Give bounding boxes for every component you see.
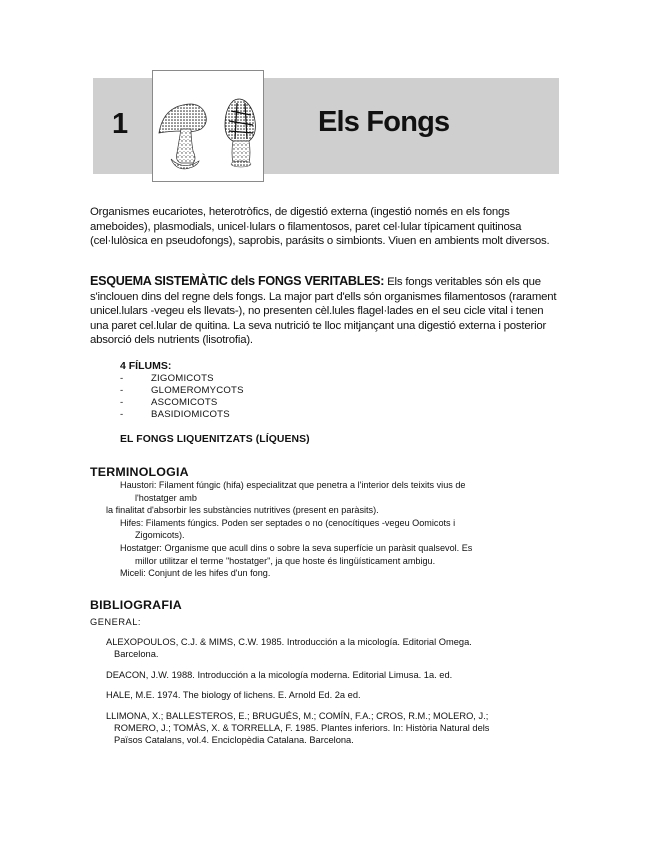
term-line: Haustori: Filament fúngic (hifa) especialitzat que penetra a l'interior dels teixits vius de: [120, 480, 466, 490]
reference-item: [106, 710, 556, 747]
reference-item: [106, 636, 556, 661]
list-dash: -: [120, 397, 124, 408]
intro-paragraph: Organismes eucariotes, heterotròfics, de digestió externa (ingestió només en els fongs ameboides), plasmodials, unicel·lulars o filamentosos, paret cel·lular típicament quitinosa (cel·lulòsica en pseudofongs), saprobis, parásits o simbionts. Viuen en ambients molt diversos.: [90, 206, 550, 248]
terminology-list: [106, 479, 550, 580]
term-line: millor utilitzar el terme "hostatger", ja que hoste és lingüísticament ambigu.: [135, 555, 436, 566]
term-line: Zigomicots).: [135, 530, 185, 541]
filums-list: [120, 373, 244, 421]
term-line: la finalitat d'absorbir les substàncies nutritives (present en paràsits).: [106, 505, 379, 516]
list-dash: -: [120, 409, 124, 420]
term-line: l'hostatger amb: [135, 492, 197, 503]
filum-name: ZIGOMICOTS: [151, 373, 214, 384]
filums-heading: 4 FÍLUMS:: [120, 360, 172, 372]
term-haustori-continuation: [106, 504, 550, 517]
list-item: [120, 409, 244, 421]
terminologia-heading: TERMINOLOGIA: [90, 465, 189, 479]
term-hifes: [120, 517, 550, 542]
list-item: [120, 385, 244, 397]
reference-item: [106, 669, 556, 681]
filum-name: BASIDIOMICOTS: [151, 409, 230, 420]
esquema-lead: ESQUEMA SISTEMÀTIC dels FONGS VERITABLES:: [90, 274, 385, 288]
bibliografia-heading: BIBLIOGRAFIA: [90, 598, 182, 612]
reference-line: ALEXOPOULOS, C.J. & MIMS, C.W. 1985. Introducción a la micología. Editorial Omega.: [106, 637, 472, 647]
term-hostatger: [120, 542, 550, 567]
term-line: Hifes: Filaments fúngics. Poden ser septades o no (cenocítiques -vegeu Oomicots i: [120, 517, 456, 528]
reference-line: ROMERO, J.; TOMÀS, X. & TORRELLA, F. 1985. Plantes inferiors. In: Història Natural dels: [114, 723, 490, 734]
chapter-title: Els Fongs: [318, 106, 450, 138]
reference-line: Barcelona.: [114, 649, 159, 660]
mushroom-icon: [153, 71, 265, 183]
list-item: [120, 397, 244, 409]
term-line: Miceli: Conjunt de les hifes d'un fong.: [120, 568, 271, 579]
reference-item: [106, 689, 556, 701]
term-miceli: [120, 567, 550, 580]
reference-line: HALE, M.E. 1974. The biology of lichens. E. Arnold Ed. 2a ed.: [106, 690, 361, 701]
chapter-number: 1: [112, 108, 128, 140]
reference-line: DEACON, J.W. 1988. Introducción a la micología moderna. Editorial Limusa. 1a. ed.: [106, 669, 453, 680]
general-label: GENERAL:: [90, 617, 142, 627]
list-item: [120, 373, 244, 385]
esquema-paragraph: [90, 274, 560, 348]
mushroom-illustration: [152, 70, 264, 182]
reference-line: Països Catalans, vol.4. Enciclopèdia Catalana. Barcelona.: [114, 735, 354, 746]
term-haustori: [120, 479, 550, 504]
filum-name: GLOMEROMYCOTS: [151, 385, 244, 396]
reference-list: [106, 636, 556, 755]
liquens-heading: EL FONGS LIQUENITZATS (LÍQUENS): [120, 434, 310, 445]
list-dash: -: [120, 385, 124, 396]
esquema-text: Els fongs veritables són els que s'inclouen dins del regne dels fongs. La major part d'ells són organismes filamentosos (rarament unicel.lulars -vegeu els llevats-), no presenten cèl.lules flagel·lades en el seu cicle vital i tenen una paret cel.lular de quitina. La seva nutrició te lloc mitjançant una digestió externa i posterior absorció dels nutrients (lisotrofia).: [90, 276, 557, 347]
list-dash: -: [120, 373, 124, 384]
reference-line: LLIMONA, X.; BALLESTEROS, E.; BRUGUÉS, M.; COMÍN, F.A.; CROS, R.M.; MOLERO, J.;: [106, 710, 489, 721]
term-line: Hostatger: Organisme que acull dins o sobre la seva superfície un paràsit qualsevol. Es: [120, 542, 473, 553]
filum-name: ASCOMICOTS: [151, 397, 218, 408]
